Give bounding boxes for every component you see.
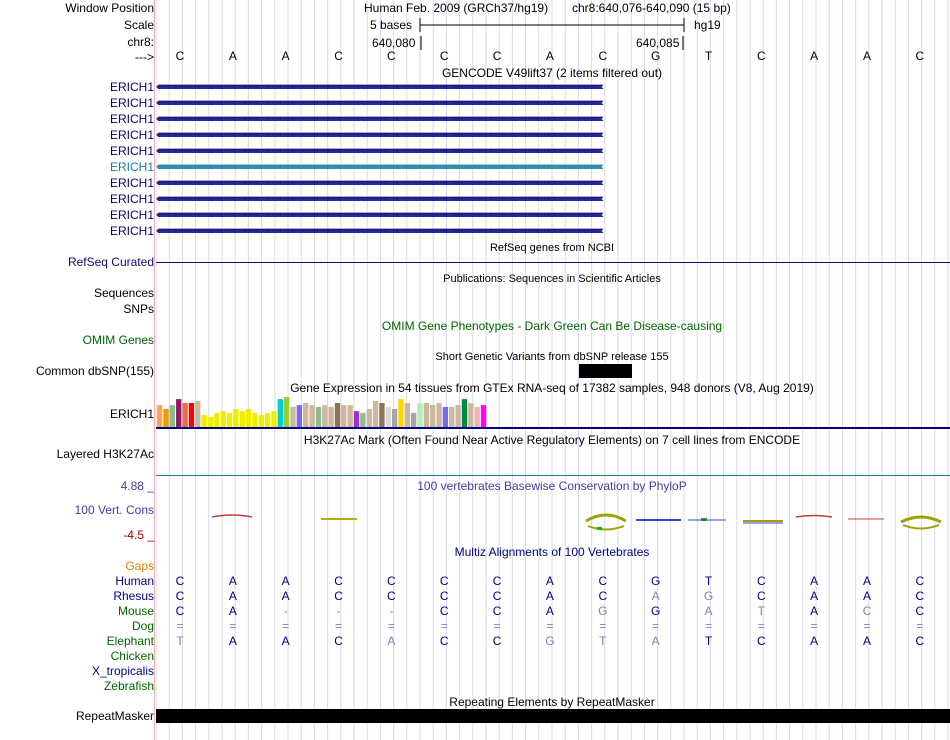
aligned-base: -: [389, 604, 394, 618]
aligned-base: T: [704, 634, 713, 648]
gtex-track-title: Gene Expression in 54 tissues from GTEx RNA-seq of 17382 samples, 948 donors (V8, Aug 2019): [290, 381, 814, 395]
gtex-tissue-bar: [475, 407, 480, 427]
gtex-tissue-bar: [379, 403, 384, 427]
cons-track-title: 100 vertebrates Basewise Conservation by PhyloP: [417, 479, 687, 493]
aligned-base: C: [757, 574, 766, 588]
reference-base: A: [545, 49, 554, 63]
aligned-base: =: [757, 619, 765, 633]
aligned-base: =: [335, 619, 343, 633]
gtex-tissue-bar: [278, 399, 283, 427]
gencode-item-label[interactable]: ERICH1: [109, 160, 154, 174]
aligned-base: G: [598, 604, 608, 618]
gtex-tissue-bar: [182, 403, 187, 427]
cons-mark: [903, 525, 939, 529]
species-label[interactable]: Elephant: [106, 634, 154, 648]
gtex-tissue-bar: [373, 401, 378, 427]
aligned-base: =: [863, 619, 871, 633]
aligned-base: C: [915, 604, 925, 618]
refseq-track-title: RefSeq genes from NCBI: [489, 242, 615, 254]
reference-base: C: [492, 49, 502, 63]
aligned-base: C: [492, 634, 502, 648]
species-label[interactable]: Zebrafish: [103, 679, 154, 693]
gencode-transcript-line[interactable]: ‹‹‹‹‹‹‹‹‹‹‹‹‹‹‹‹‹‹‹‹‹‹‹‹‹‹‹‹‹‹‹‹‹‹‹‹‹‹‹‹‹‹‹‹‹‹‹‹‹‹‹‹‹‹‹‹‹‹‹‹‹‹‹‹‹‹‹‹‹‹‹‹‹‹‹‹‹‹‹‹‹‹‹‹‹‹‹‹‹‹‹‹‹‹‹‹‹‹‹‹‹‹‹‹‹‹‹‹‹‹‹‹‹‹‹‹‹‹‹‹‹‹‹‹‹‹‹‹‹‹‹‹‹‹‹‹‹‹‹‹‹‹‹‹‹‹‹‹‹‹‹‹‹‹‹‹‹‹‹‹‹‹‹‹‹‹‹‹‹‹‹‹‹‹‹‹‹‹‹‹‹‹‹‹‹‹‹‹‹‹‹‹‹‹‹‹‹‹‹‹‹‹‹‹‹‹‹‹‹‹‹‹‹‹‹‹‹‹‹‹‹‹‹‹‹‹‹‹‹‹‹‹‹‹‹‹‹‹‹‹‹‹‹‹‹‹‹‹‹‹‹‹‹‹‹‹‹‹‹‹‹‹‹‹‹‹‹‹‹‹‹‹‹‹‹‹‹‹‹‹‹‹‹‹‹‹‹‹‹‹‹‹‹‹‹‹‹‹‹‹‹‹‹‹‹‹‹‹‹‹‹‹‹‹‹‹‹‹‹‹‹‹‹‹‹‹‹‹‹‹‹‹‹‹‹‹‹‹‹‹‹‹‹‹‹‹‹‹‹‹‹‹‹‹‹‹‹‹‹‹‹‹‹‹‹‹‹‹‹‹‹‹‹‹‹‹‹‹‹‹‹‹‹‹‹‹‹‹‹‹‹‹‹‹‹‹‹‹‹‹: [156, 97, 602, 109]
gtex-tissue-bar: [208, 417, 213, 427]
gaps-label[interactable]: Gaps: [125, 559, 154, 573]
gencode-item-label[interactable]: ERICH1: [109, 208, 154, 222]
aligned-base: C: [757, 589, 766, 603]
reference-base: C: [757, 49, 766, 63]
aligned-base: T: [176, 634, 184, 648]
aligned-base: C: [862, 604, 872, 618]
gtex-tissue-bar: [233, 409, 238, 427]
aligned-base: C: [439, 589, 449, 603]
species-alignment-row: [154, 574, 950, 588]
window-position-label: Window Position: [65, 1, 154, 15]
aligned-base: A: [810, 574, 819, 588]
aligned-base: C: [492, 574, 502, 588]
h3k27ac-label[interactable]: Layered H3K27Ac: [56, 447, 154, 461]
aligned-base: =: [493, 619, 501, 633]
aligned-base: G: [650, 574, 661, 588]
aligned-base: C: [439, 604, 449, 618]
reference-base: C: [387, 49, 396, 63]
refseq-feature-line[interactable]: [156, 262, 950, 263]
species-label[interactable]: X_tropicalis: [91, 664, 154, 678]
gtex-tissue-bar: [246, 409, 251, 427]
scale-label: Scale: [123, 18, 154, 32]
assembly-title: Human Feb. 2009 (GRCh37/hg19): [364, 1, 549, 15]
aligned-base: A: [228, 604, 237, 618]
gencode-transcript-line[interactable]: ‹‹‹‹‹‹‹‹‹‹‹‹‹‹‹‹‹‹‹‹‹‹‹‹‹‹‹‹‹‹‹‹‹‹‹‹‹‹‹‹‹‹‹‹‹‹‹‹‹‹‹‹‹‹‹‹‹‹‹‹‹‹‹‹‹‹‹‹‹‹‹‹‹‹‹‹‹‹‹‹‹‹‹‹‹‹‹‹‹‹‹‹‹‹‹‹‹‹‹‹‹‹‹‹‹‹‹‹‹‹‹‹‹‹‹‹‹‹‹‹‹‹‹‹‹‹‹‹‹‹‹‹‹‹‹‹‹‹‹‹‹‹‹‹‹‹‹‹‹‹‹‹‹‹‹‹‹‹‹‹‹‹‹‹‹‹‹‹‹‹‹‹‹‹‹‹‹‹‹‹‹‹‹‹‹‹‹‹‹‹‹‹‹‹‹‹‹‹‹‹‹‹‹‹‹‹‹‹‹‹‹‹‹‹‹‹‹‹‹‹‹‹‹‹‹‹‹‹‹‹‹‹‹‹‹‹‹‹‹‹‹‹‹‹‹‹‹‹‹‹‹‹‹‹‹‹‹‹‹‹‹‹‹‹‹‹‹‹‹‹‹‹‹‹‹‹‹‹‹‹‹‹‹‹‹‹‹‹‹‹‹‹‹‹‹‹‹‹‹‹‹‹‹‹‹‹‹‹‹‹‹‹‹‹‹‹‹‹‹‹‹‹‹‹‹‹‹‹‹‹‹‹‹‹‹‹‹‹‹‹‹‹‹‹‹‹‹‹‹‹‹‹‹‹‹‹‹‹‹‹‹‹‹‹‹‹‹‹‹‹‹‹‹‹‹‹‹‹‹‹‹‹‹‹‹‹‹‹‹‹‹‹‹‹‹‹‹‹‹‹: [156, 81, 602, 93]
species-label[interactable]: Mouse: [117, 604, 154, 618]
aligned-base: A: [387, 634, 396, 648]
gtex-tissue-bar: [449, 407, 454, 427]
aligned-base: C: [334, 589, 343, 603]
aligned-base: C: [387, 589, 396, 603]
gtex-tissue-bar: [417, 403, 422, 427]
aligned-base: =: [916, 619, 924, 633]
dbsnp-track-title: Short Genetic Variants from dbSNP release 155: [435, 351, 669, 363]
gtex-tissue-bar: [214, 413, 219, 427]
aligned-base: =: [229, 619, 237, 633]
gtex-tissue-bar: [252, 413, 257, 427]
species-alignment-row: [154, 649, 950, 663]
gtex-tissue-bar: [405, 403, 410, 427]
reference-base: A: [810, 49, 819, 63]
aligned-base: T: [704, 574, 713, 588]
reference-base: T: [704, 49, 713, 63]
coord-right: 640,085: [636, 36, 680, 50]
species-alignment-row: [154, 589, 950, 603]
aligned-base: C: [334, 634, 343, 648]
gtex-tissue-bar: [360, 413, 365, 427]
aligned-base: C: [492, 604, 502, 618]
gtex-tissue-bar: [341, 405, 346, 427]
aligned-base: A: [810, 634, 819, 648]
h3k27ac-baseline: [156, 475, 950, 476]
aligned-base: A: [545, 589, 554, 603]
gtex-tissue-bar: [386, 407, 391, 427]
aligned-base: C: [387, 574, 396, 588]
omim-track-title: OMIM Gene Phenotypes - Dark Green Can Be Disease-causing: [381, 319, 723, 333]
aligned-base: A: [704, 604, 713, 618]
phylop-plot[interactable]: [156, 496, 950, 546]
gtex-tissue-bar: [436, 403, 441, 427]
gtex-tissue-bar: [443, 407, 448, 427]
scale-text: 5 bases: [370, 18, 413, 32]
aligned-base: A: [228, 589, 237, 603]
gencode-transcript-line[interactable]: ‹‹‹‹‹‹‹‹‹‹‹‹‹‹‹‹‹‹‹‹‹‹‹‹‹‹‹‹‹‹‹‹‹‹‹‹‹‹‹‹‹‹‹‹‹‹‹‹‹‹‹‹‹‹‹‹‹‹‹‹‹‹‹‹‹‹‹‹‹‹‹‹‹‹‹‹‹‹‹‹‹‹‹‹‹‹‹‹‹‹‹‹‹‹‹‹‹‹‹‹‹‹‹‹‹‹‹‹‹‹‹‹‹‹‹‹‹‹‹‹‹‹‹‹‹‹‹‹‹‹‹‹‹‹‹‹‹‹‹‹‹‹‹‹‹‹‹‹‹‹‹‹‹‹‹‹‹‹‹‹‹‹‹‹‹‹‹‹‹‹‹‹‹‹‹‹‹‹‹‹‹‹‹‹‹‹‹‹‹‹‹‹‹‹‹‹‹‹‹‹‹‹‹‹‹‹‹‹‹‹‹‹‹‹‹‹‹‹‹‹‹‹‹‹‹‹‹‹‹‹‹‹‹‹‹‹‹‹‹‹‹‹‹‹‹‹‹‹‹‹‹‹‹‹‹‹‹‹‹‹‹‹‹‹‹‹‹‹‹‹‹‹‹‹‹‹‹‹‹‹‹‹‹‹‹‹‹‹‹‹‹‹‹‹‹‹‹‹‹‹‹‹‹‹‹‹‹‹‹‹‹‹‹‹‹‹‹‹‹‹‹‹‹‹‹‹‹‹‹‹‹‹‹‹‹‹‹‹‹‹‹‹‹‹‹‹‹‹‹‹‹‹‹‹‹‹‹‹‹‹‹‹‹‹‹‹‹‹‹‹‹‹‹‹‹‹‹‹‹‹‹‹‹‹‹‹‹‹‹‹‹‹‹‹‹‹‹‹‹‹: [156, 209, 602, 221]
gtex-tissue-bar: [316, 407, 321, 427]
gtex-tissue-bar: [354, 411, 359, 427]
gtex-tissue-bar: [309, 405, 314, 427]
aligned-base: C: [439, 574, 449, 588]
aligned-base: C: [757, 634, 766, 648]
aligned-base: A: [651, 634, 660, 648]
aligned-base: =: [282, 619, 290, 633]
aligned-base: =: [176, 619, 184, 633]
sequences-label[interactable]: Sequences: [93, 286, 154, 300]
gencode-transcript-line[interactable]: ‹‹‹‹‹‹‹‹‹‹‹‹‹‹‹‹‹‹‹‹‹‹‹‹‹‹‹‹‹‹‹‹‹‹‹‹‹‹‹‹‹‹‹‹‹‹‹‹‹‹‹‹‹‹‹‹‹‹‹‹‹‹‹‹‹‹‹‹‹‹‹‹‹‹‹‹‹‹‹‹‹‹‹‹‹‹‹‹‹‹‹‹‹‹‹‹‹‹‹‹‹‹‹‹‹‹‹‹‹‹‹‹‹‹‹‹‹‹‹‹‹‹‹‹‹‹‹‹‹‹‹‹‹‹‹‹‹‹‹‹‹‹‹‹‹‹‹‹‹‹‹‹‹‹‹‹‹‹‹‹‹‹‹‹‹‹‹‹‹‹‹‹‹‹‹‹‹‹‹‹‹‹‹‹‹‹‹‹‹‹‹‹‹‹‹‹‹‹‹‹‹‹‹‹‹‹‹‹‹‹‹‹‹‹‹‹‹‹‹‹‹‹‹‹‹‹‹‹‹‹‹‹‹‹‹‹‹‹‹‹‹‹‹‹‹‹‹‹‹‹‹‹‹‹‹‹‹‹‹‹‹‹‹‹‹‹‹‹‹‹‹‹‹‹‹‹‹‹‹‹‹‹‹‹‹‹‹‹‹‹‹‹‹‹‹‹‹‹‹‹‹‹‹‹‹‹‹‹‹‹‹‹‹‹‹‹‹‹‹‹‹‹‹‹‹‹‹‹‹‹‹‹‹‹‹‹‹‹‹‹‹‹‹‹‹‹‹‹‹‹‹‹‹‹‹‹‹‹‹‹‹‹‹‹‹‹‹‹‹‹‹‹‹‹‹‹‹‹‹‹‹‹‹‹‹‹‹‹‹‹‹‹‹‹‹‹‹‹‹‹: [156, 129, 602, 141]
position-range: chr8:640,076-640,090 (15 bp): [572, 1, 731, 15]
publications-track-title: Publications: Sequences in Scientific Articles: [443, 273, 661, 285]
aligned-base: C: [915, 634, 925, 648]
aligned-base: C: [175, 574, 185, 588]
aligned-base: A: [863, 589, 872, 603]
gtex-tissue-bar: [328, 407, 333, 427]
aligned-base: A: [863, 574, 872, 588]
gtex-tissue-bar: [424, 403, 429, 427]
gtex-tissue-bar: [430, 405, 435, 427]
gencode-transcript-line[interactable]: ‹‹‹‹‹‹‹‹‹‹‹‹‹‹‹‹‹‹‹‹‹‹‹‹‹‹‹‹‹‹‹‹‹‹‹‹‹‹‹‹‹‹‹‹‹‹‹‹‹‹‹‹‹‹‹‹‹‹‹‹‹‹‹‹‹‹‹‹‹‹‹‹‹‹‹‹‹‹‹‹‹‹‹‹‹‹‹‹‹‹‹‹‹‹‹‹‹‹‹‹‹‹‹‹‹‹‹‹‹‹‹‹‹‹‹‹‹‹‹‹‹‹‹‹‹‹‹‹‹‹‹‹‹‹‹‹‹‹‹‹‹‹‹‹‹‹‹‹‹‹‹‹‹‹‹‹‹‹‹‹‹‹‹‹‹‹‹‹‹‹‹‹‹‹‹‹‹‹‹‹‹‹‹‹‹‹‹‹‹‹‹‹‹‹‹‹‹‹‹‹‹‹‹‹‹‹‹‹‹‹‹‹‹‹‹‹‹‹‹‹‹‹‹‹‹‹‹‹‹‹‹‹‹‹‹‹‹‹‹‹‹‹‹‹‹‹‹‹‹‹‹‹‹‹‹‹‹‹‹‹‹‹‹‹‹‹‹‹‹‹‹‹‹‹‹‹‹‹‹‹‹‹‹‹‹‹‹‹‹‹‹‹‹‹‹‹‹‹‹‹‹‹‹‹‹‹‹‹‹‹‹‹‹‹‹‹‹‹‹‹‹‹‹‹‹‹‹‹‹‹‹‹‹‹‹‹‹‹‹‹‹‹‹‹‹‹‹‹‹‹‹‹‹‹‹‹‹‹‹‹‹‹‹‹‹‹‹‹‹‹‹‹‹‹‹‹‹‹‹‹‹‹‹‹‹‹‹‹‹‹‹‹‹‹‹‹‹‹‹‹: [156, 161, 602, 173]
chrom-label: chr8:: [127, 35, 154, 49]
cons-mark: [588, 526, 624, 530]
aligned-base: A: [863, 634, 872, 648]
aligned-base: C: [175, 604, 185, 618]
strand-label[interactable]: --->: [135, 50, 154, 64]
aligned-base: C: [175, 589, 185, 603]
dbsnp-label[interactable]: Common dbSNP(155): [35, 364, 154, 378]
aligned-base: =: [546, 619, 554, 633]
h3k27ac-track-title: H3K27Ac Mark (Often Found Near Active Regulatory Elements) on 7 cell lines from ENCODE: [303, 433, 801, 447]
gencode-item-label[interactable]: ERICH1: [109, 176, 154, 190]
reference-base: C: [915, 49, 925, 63]
snps-label[interactable]: SNPs: [123, 302, 154, 316]
gtex-tissue-bar: [189, 403, 194, 427]
refseq-label[interactable]: RefSeq Curated: [67, 255, 154, 269]
gencode-transcript-line[interactable]: ‹‹‹‹‹‹‹‹‹‹‹‹‹‹‹‹‹‹‹‹‹‹‹‹‹‹‹‹‹‹‹‹‹‹‹‹‹‹‹‹‹‹‹‹‹‹‹‹‹‹‹‹‹‹‹‹‹‹‹‹‹‹‹‹‹‹‹‹‹‹‹‹‹‹‹‹‹‹‹‹‹‹‹‹‹‹‹‹‹‹‹‹‹‹‹‹‹‹‹‹‹‹‹‹‹‹‹‹‹‹‹‹‹‹‹‹‹‹‹‹‹‹‹‹‹‹‹‹‹‹‹‹‹‹‹‹‹‹‹‹‹‹‹‹‹‹‹‹‹‹‹‹‹‹‹‹‹‹‹‹‹‹‹‹‹‹‹‹‹‹‹‹‹‹‹‹‹‹‹‹‹‹‹‹‹‹‹‹‹‹‹‹‹‹‹‹‹‹‹‹‹‹‹‹‹‹‹‹‹‹‹‹‹‹‹‹‹‹‹‹‹‹‹‹‹‹‹‹‹‹‹‹‹‹‹‹‹‹‹‹‹‹‹‹‹‹‹‹‹‹‹‹‹‹‹‹‹‹‹‹‹‹‹‹‹‹‹‹‹‹‹‹‹‹‹‹‹‹‹‹‹‹‹‹‹‹‹‹‹‹‹‹‹‹‹‹‹‹‹‹‹‹‹‹‹‹‹‹‹‹‹‹‹‹‹‹‹‹‹‹‹‹‹‹‹‹‹‹‹‹‹‹‹‹‹‹‹‹‹‹‹‹‹‹‹‹‹‹‹‹‹‹‹‹‹‹‹‹‹‹‹‹‹‹‹‹‹‹‹‹‹‹‹‹‹‹‹‹‹‹‹‹‹‹‹‹‹‹‹‹‹‹‹‹‹‹‹‹‹‹: [156, 177, 602, 189]
gtex-label[interactable]: ERICH1: [109, 407, 154, 421]
gtex-tissue-bar: [303, 403, 308, 427]
repeatmasker-element[interactable]: [156, 709, 950, 723]
gtex-tissue-bar: [290, 407, 295, 427]
multiz-track-title: Multiz Alignments of 100 Vertebrates: [454, 545, 650, 559]
species-label[interactable]: Rhesus: [113, 589, 154, 603]
reference-base: A: [863, 49, 872, 63]
gencode-transcript-line[interactable]: ‹‹‹‹‹‹‹‹‹‹‹‹‹‹‹‹‹‹‹‹‹‹‹‹‹‹‹‹‹‹‹‹‹‹‹‹‹‹‹‹‹‹‹‹‹‹‹‹‹‹‹‹‹‹‹‹‹‹‹‹‹‹‹‹‹‹‹‹‹‹‹‹‹‹‹‹‹‹‹‹‹‹‹‹‹‹‹‹‹‹‹‹‹‹‹‹‹‹‹‹‹‹‹‹‹‹‹‹‹‹‹‹‹‹‹‹‹‹‹‹‹‹‹‹‹‹‹‹‹‹‹‹‹‹‹‹‹‹‹‹‹‹‹‹‹‹‹‹‹‹‹‹‹‹‹‹‹‹‹‹‹‹‹‹‹‹‹‹‹‹‹‹‹‹‹‹‹‹‹‹‹‹‹‹‹‹‹‹‹‹‹‹‹‹‹‹‹‹‹‹‹‹‹‹‹‹‹‹‹‹‹‹‹‹‹‹‹‹‹‹‹‹‹‹‹‹‹‹‹‹‹‹‹‹‹‹‹‹‹‹‹‹‹‹‹‹‹‹‹‹‹‹‹‹‹‹‹‹‹‹‹‹‹‹‹‹‹‹‹‹‹‹‹‹‹‹‹‹‹‹‹‹‹‹‹‹‹‹‹‹‹‹‹‹‹‹‹‹‹‹‹‹‹‹‹‹‹‹‹‹‹‹‹‹‹‹‹‹‹‹‹‹‹‹‹‹‹‹‹‹‹‹‹‹‹‹‹‹‹‹‹‹‹‹‹‹‹‹‹‹‹‹‹‹‹‹‹‹‹‹‹‹‹‹‹‹‹‹‹‹‹‹‹‹‹‹‹‹‹‹‹‹‹‹‹‹‹‹‹‹‹‹‹‹‹‹‹‹‹‹: [156, 193, 602, 205]
cons-mark: [901, 517, 941, 522]
aligned-base: =: [704, 619, 712, 633]
species-label[interactable]: Dog: [131, 619, 154, 633]
aligned-base: A: [651, 589, 660, 603]
aligned-base: A: [810, 589, 819, 603]
aligned-base: =: [652, 619, 660, 633]
aligned-base: G: [703, 589, 714, 603]
aligned-base: =: [599, 619, 607, 633]
gtex-bar-chart[interactable]: [156, 397, 950, 429]
aligned-base: -: [336, 604, 341, 618]
gtex-tissue-bar: [468, 403, 473, 427]
aligned-base: A: [281, 574, 290, 588]
cons-min-label: -4.5 _: [123, 528, 154, 542]
gencode-transcript-line[interactable]: ‹‹‹‹‹‹‹‹‹‹‹‹‹‹‹‹‹‹‹‹‹‹‹‹‹‹‹‹‹‹‹‹‹‹‹‹‹‹‹‹‹‹‹‹‹‹‹‹‹‹‹‹‹‹‹‹‹‹‹‹‹‹‹‹‹‹‹‹‹‹‹‹‹‹‹‹‹‹‹‹‹‹‹‹‹‹‹‹‹‹‹‹‹‹‹‹‹‹‹‹‹‹‹‹‹‹‹‹‹‹‹‹‹‹‹‹‹‹‹‹‹‹‹‹‹‹‹‹‹‹‹‹‹‹‹‹‹‹‹‹‹‹‹‹‹‹‹‹‹‹‹‹‹‹‹‹‹‹‹‹‹‹‹‹‹‹‹‹‹‹‹‹‹‹‹‹‹‹‹‹‹‹‹‹‹‹‹‹‹‹‹‹‹‹‹‹‹‹‹‹‹‹‹‹‹‹‹‹‹‹‹‹‹‹‹‹‹‹‹‹‹‹‹‹‹‹‹‹‹‹‹‹‹‹‹‹‹‹‹‹‹‹‹‹‹‹‹‹‹‹‹‹‹‹‹‹‹‹‹‹‹‹‹‹‹‹‹‹‹‹‹‹‹‹‹‹‹‹‹‹‹‹‹‹‹‹‹‹‹‹‹‹‹‹‹‹‹‹‹‹‹‹‹‹‹‹‹‹‹‹‹‹‹‹‹‹‹‹‹‹‹‹‹‹‹‹‹‹‹‹‹‹‹‹‹‹‹‹‹‹‹‹‹‹‹‹‹‹‹‹‹‹‹‹‹‹‹‹‹‹‹‹‹‹‹‹‹‹‹‹‹‹‹‹‹‹‹‹‹‹‹‹‹‹‹‹‹‹‹‹‹‹‹‹‹‹‹‹‹‹: [156, 113, 602, 125]
reference-base: C: [175, 49, 185, 63]
gencode-transcript-line[interactable]: ‹‹‹‹‹‹‹‹‹‹‹‹‹‹‹‹‹‹‹‹‹‹‹‹‹‹‹‹‹‹‹‹‹‹‹‹‹‹‹‹‹‹‹‹‹‹‹‹‹‹‹‹‹‹‹‹‹‹‹‹‹‹‹‹‹‹‹‹‹‹‹‹‹‹‹‹‹‹‹‹‹‹‹‹‹‹‹‹‹‹‹‹‹‹‹‹‹‹‹‹‹‹‹‹‹‹‹‹‹‹‹‹‹‹‹‹‹‹‹‹‹‹‹‹‹‹‹‹‹‹‹‹‹‹‹‹‹‹‹‹‹‹‹‹‹‹‹‹‹‹‹‹‹‹‹‹‹‹‹‹‹‹‹‹‹‹‹‹‹‹‹‹‹‹‹‹‹‹‹‹‹‹‹‹‹‹‹‹‹‹‹‹‹‹‹‹‹‹‹‹‹‹‹‹‹‹‹‹‹‹‹‹‹‹‹‹‹‹‹‹‹‹‹‹‹‹‹‹‹‹‹‹‹‹‹‹‹‹‹‹‹‹‹‹‹‹‹‹‹‹‹‹‹‹‹‹‹‹‹‹‹‹‹‹‹‹‹‹‹‹‹‹‹‹‹‹‹‹‹‹‹‹‹‹‹‹‹‹‹‹‹‹‹‹‹‹‹‹‹‹‹‹‹‹‹‹‹‹‹‹‹‹‹‹‹‹‹‹‹‹‹‹‹‹‹‹‹‹‹‹‹‹‹‹‹‹‹‹‹‹‹‹‹‹‹‹‹‹‹‹‹‹‹‹‹‹‹‹‹‹‹‹‹‹‹‹‹‹‹‹‹‹‹‹‹‹‹‹‹‹‹‹‹‹‹‹‹‹‹‹‹‹‹‹‹‹‹‹‹‹: [156, 225, 602, 237]
gtex-tissue-bar: [392, 409, 397, 427]
aligned-base: A: [810, 604, 819, 618]
gtex-tissue-bar: [240, 411, 245, 427]
aligned-base: C: [598, 574, 608, 588]
gtex-tissue-bar: [227, 413, 232, 427]
aligned-base: =: [387, 619, 395, 633]
gencode-item-label[interactable]: ERICH1: [109, 112, 154, 126]
cons-mark: [212, 515, 252, 517]
gtex-tissue-bar: [170, 405, 175, 427]
repeatmasker-track-title: Repeating Elements by RepeatMasker: [449, 695, 655, 709]
aligned-base: A: [228, 634, 237, 648]
aligned-base: A: [228, 574, 237, 588]
gencode-item-label[interactable]: ERICH1: [109, 96, 154, 110]
gencode-item-label[interactable]: ERICH1: [109, 80, 154, 94]
gencode-item-label[interactable]: ERICH1: [109, 192, 154, 206]
gtex-tissue-bar: [157, 405, 162, 427]
cons-mark: [586, 515, 626, 521]
species-label[interactable]: Chicken: [110, 649, 154, 663]
aligned-base: -: [283, 604, 288, 618]
reference-base: A: [281, 49, 290, 63]
reference-base: A: [228, 49, 237, 63]
aligned-base: =: [810, 619, 818, 633]
aligned-base: G: [545, 634, 555, 648]
reference-base: G: [650, 49, 661, 63]
repeatmasker-label[interactable]: RepeatMasker: [75, 709, 154, 723]
gtex-tissue-bar: [297, 405, 302, 427]
cons-max-label: 4.88 _: [120, 479, 154, 493]
cons-mark: [796, 516, 832, 518]
gtex-tissue-bar: [221, 411, 226, 427]
reference-base: C: [598, 49, 608, 63]
aligned-base: C: [439, 634, 449, 648]
scale-db: hg19: [694, 18, 721, 32]
species-alignment-row: [154, 604, 950, 618]
aligned-base: =: [440, 619, 448, 633]
gencode-item-label[interactable]: ERICH1: [109, 144, 154, 158]
gtex-tissue-bar: [335, 403, 340, 427]
species-alignment-row: [154, 679, 950, 693]
aligned-base: A: [281, 634, 290, 648]
omim-label[interactable]: OMIM Genes: [82, 333, 154, 347]
gtex-tissue-bar: [348, 405, 353, 427]
reference-base: C: [439, 49, 449, 63]
gencode-item-label[interactable]: ERICH1: [109, 224, 154, 238]
dbsnp-variant[interactable]: [579, 364, 632, 378]
gtex-tissue-bar: [201, 415, 206, 427]
gtex-tissue-bar: [455, 405, 460, 427]
species-alignment-row: [154, 634, 950, 648]
gtex-tissue-bar: [271, 411, 276, 427]
aligned-base: G: [650, 604, 661, 618]
gtex-tissue-bar: [259, 415, 264, 427]
aligned-base: A: [545, 574, 554, 588]
gencode-transcript-line[interactable]: ‹‹‹‹‹‹‹‹‹‹‹‹‹‹‹‹‹‹‹‹‹‹‹‹‹‹‹‹‹‹‹‹‹‹‹‹‹‹‹‹‹‹‹‹‹‹‹‹‹‹‹‹‹‹‹‹‹‹‹‹‹‹‹‹‹‹‹‹‹‹‹‹‹‹‹‹‹‹‹‹‹‹‹‹‹‹‹‹‹‹‹‹‹‹‹‹‹‹‹‹‹‹‹‹‹‹‹‹‹‹‹‹‹‹‹‹‹‹‹‹‹‹‹‹‹‹‹‹‹‹‹‹‹‹‹‹‹‹‹‹‹‹‹‹‹‹‹‹‹‹‹‹‹‹‹‹‹‹‹‹‹‹‹‹‹‹‹‹‹‹‹‹‹‹‹‹‹‹‹‹‹‹‹‹‹‹‹‹‹‹‹‹‹‹‹‹‹‹‹‹‹‹‹‹‹‹‹‹‹‹‹‹‹‹‹‹‹‹‹‹‹‹‹‹‹‹‹‹‹‹‹‹‹‹‹‹‹‹‹‹‹‹‹‹‹‹‹‹‹‹‹‹‹‹‹‹‹‹‹‹‹‹‹‹‹‹‹‹‹‹‹‹‹‹‹‹‹‹‹‹‹‹‹‹‹‹‹‹‹‹‹‹‹‹‹‹‹‹‹‹‹‹‹‹‹‹‹‹‹‹‹‹‹‹‹‹‹‹‹‹‹‹‹‹‹‹‹‹‹‹‹‹‹‹‹‹‹‹‹‹‹‹‹‹‹‹‹‹‹‹‹‹‹‹‹‹‹‹‹‹‹‹‹‹‹‹‹‹‹‹‹‹‹‹‹‹‹‹‹‹‹‹‹‹‹‹‹‹‹‹‹‹‹‹‹‹‹‹‹‹: [156, 145, 602, 157]
aligned-base: T: [757, 604, 766, 618]
coord-left: 640,080: [372, 36, 416, 50]
gencode-item-label[interactable]: ERICH1: [109, 128, 154, 142]
gtex-tissue-bar: [284, 397, 289, 427]
aligned-base: C: [334, 574, 343, 588]
gtex-tissue-bar: [367, 409, 372, 427]
gtex-tissue-bar: [176, 399, 181, 427]
gtex-tissue-bar: [398, 399, 403, 427]
aligned-base: T: [599, 634, 607, 648]
gtex-tissue-bar: [411, 413, 416, 427]
aligned-base: A: [281, 589, 290, 603]
cons-mark: [597, 527, 602, 530]
gtex-tissue-bar: [163, 409, 168, 427]
gtex-tissue-bar: [322, 405, 327, 427]
gtex-tissue-bar: [265, 413, 270, 427]
species-alignment-row: [154, 664, 950, 678]
species-label[interactable]: Human: [115, 574, 154, 588]
aligned-base: C: [598, 589, 608, 603]
cons-label[interactable]: 100 Vert. Cons: [74, 503, 154, 517]
aligned-base: C: [915, 589, 925, 603]
gtex-tissue-bar: [481, 405, 486, 427]
gtex-tissue-bar: [195, 401, 200, 427]
reference-base: C: [334, 49, 343, 63]
aligned-base: C: [492, 589, 502, 603]
gencode-track-title: GENCODE V49lift37 (2 items filtered out): [441, 66, 663, 80]
aligned-base: A: [545, 604, 554, 618]
species-alignment-row: [154, 619, 950, 633]
gtex-tissue-bar: [462, 399, 467, 427]
reference-sequence: [154, 49, 950, 63]
aligned-base: C: [915, 574, 925, 588]
